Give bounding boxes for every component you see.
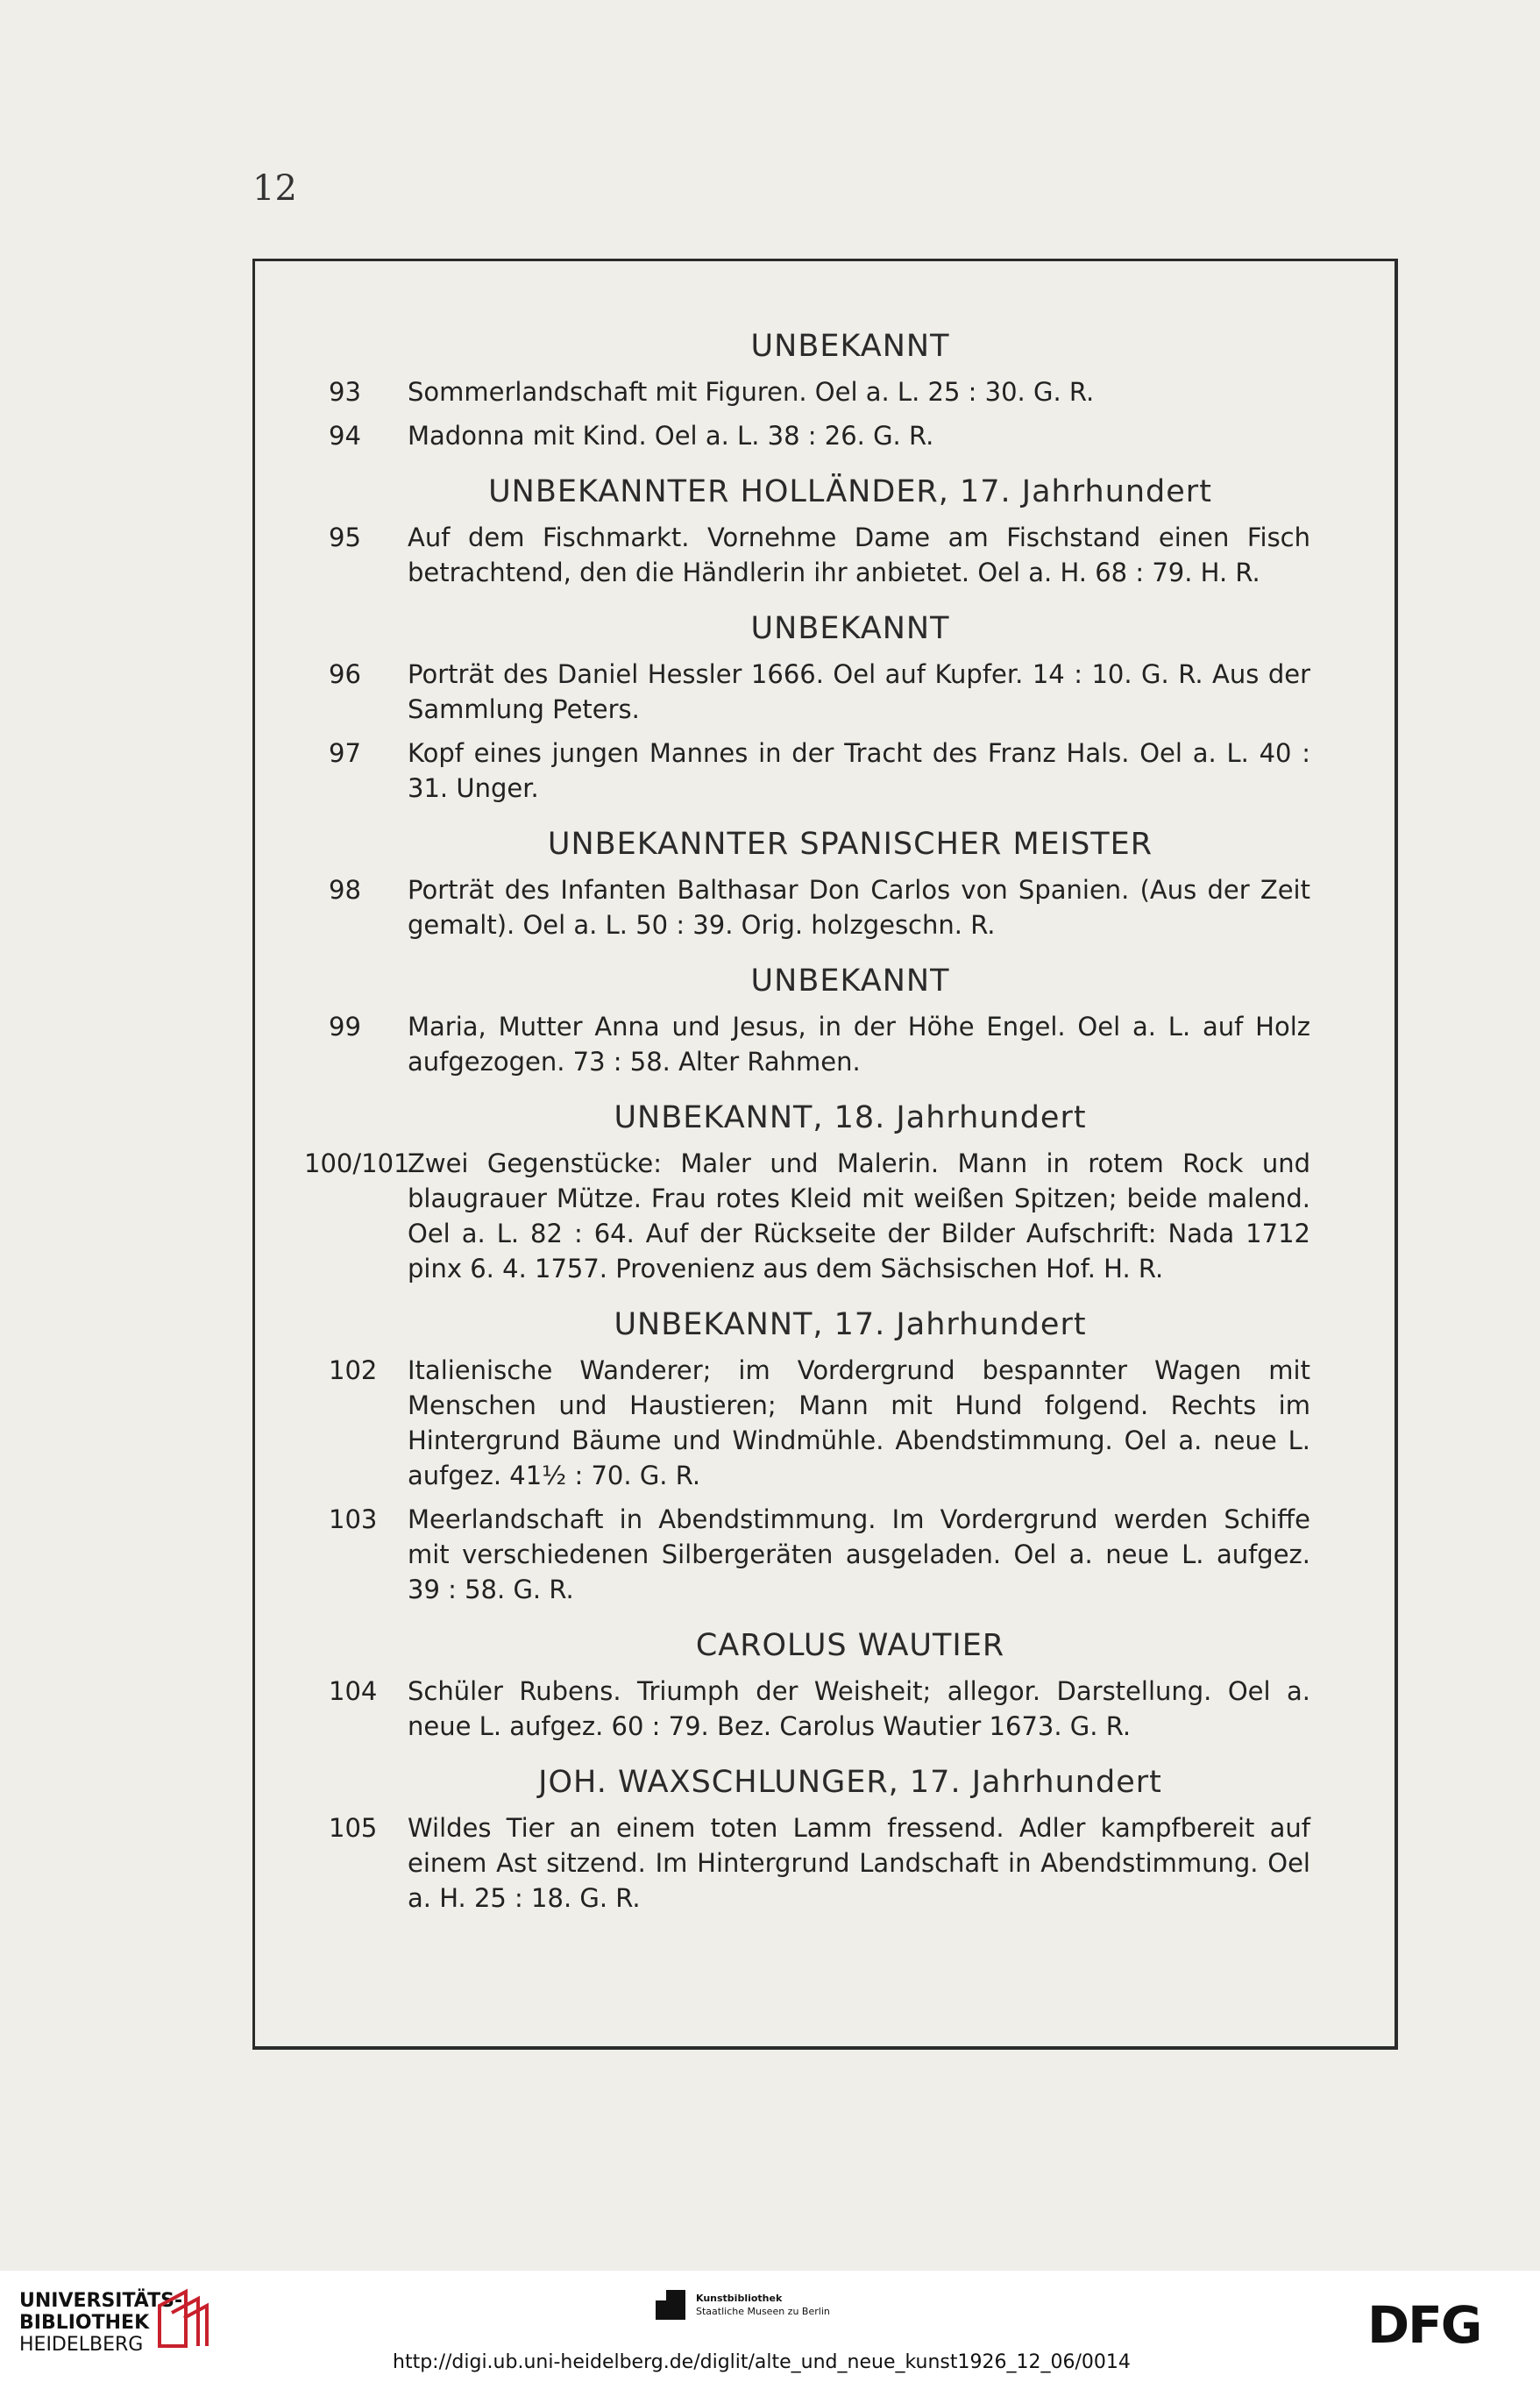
section-heading: CAROLUS WAUTIER: [695, 1628, 1005, 1663]
catalog-section: [329, 827, 1310, 942]
catalog-entry: [329, 1502, 1310, 1607]
kunstbibliothek-mark-icon: [656, 2290, 685, 2320]
entry-number: 100/101: [304, 1148, 410, 1178]
footer: [0, 2271, 1540, 2382]
section-heading: JOH. WAXSCHLUNGER, 17. Jahrhundert: [538, 1765, 1162, 1800]
page-number: 12: [252, 168, 297, 209]
library-line-3: HEIDELBERG: [19, 2334, 144, 2356]
catalog-entry: [329, 872, 1310, 942]
entry-number: 98: [329, 875, 361, 905]
catalog-section: [329, 329, 1310, 453]
entry-description: Schüler Rubens. Triumph der Weisheit; allegor. Darstellung. Oel a. neue L. aufgez. 60 : 79. Bez. Carolus Wautier 1673. G. R.: [408, 1676, 1310, 1741]
catalog-entry: [329, 1810, 1310, 1916]
catalog-entry: [329, 374, 1310, 409]
catalog-entry: [329, 418, 1310, 453]
entry-description: Auf dem Fischmarkt. Vornehme Dame am Fischstand einen Fisch betrachtend, den die Händlerin ihr anbietet. Oel a. H. 68 : 79. H. R.: [408, 523, 1310, 587]
source-url-link[interactable]: http://digi.ub.uni-heidelberg.de/diglit/alte_und_neue_kunst1926_12_06/0014: [393, 2351, 1131, 2373]
entry-number: 93: [329, 377, 361, 407]
section-heading: UNBEKANNT: [750, 963, 950, 999]
entry-description: Sommerlandschaft mit Figuren. Oel a. L. 25 : 30. G. R.: [408, 377, 1095, 407]
catalog-section: [329, 1765, 1310, 1916]
catalog-section: [329, 474, 1310, 590]
entry-description: Porträt des Infanten Balthasar Don Carlos von Spanien. (Aus der Zeit gemalt). Oel a. L. 50 : 39. Orig. holzgeschn. R.: [408, 875, 1310, 940]
catalog-section: [329, 1307, 1310, 1607]
catalog-entry: [329, 1674, 1310, 1744]
entry-description: Kopf eines jungen Mannes in der Tracht des Franz Hals. Oel a. L. 40 : 31. Unger.: [408, 738, 1310, 803]
entry-description: Wildes Tier an einem toten Lamm fressend. Adler kampfbereit auf einem Ast sitzend. Im Hintergrund Landschaft in Abendstimmung. Oel a. H. 25 : 18. G. R.: [408, 1813, 1310, 1913]
ub-logo-mark-icon: [156, 2288, 210, 2350]
catalog-entry: [329, 520, 1310, 590]
entry-description: Zwei Gegenstücke: Maler und Malerin. Mann in rotem Rock und blaugrauer Mütze. Frau rotes Kleid mit weißen Spitzen; beide malend. Oel a. L. 82 : 64. Auf der Rückseite der Bilder Aufschrift: Nada 1712 pinx 6. 4. 1757. Provenienz aus dem Sächsischen Hof. H. R.: [408, 1148, 1310, 1283]
section-heading: UNBEKANNT: [750, 329, 950, 364]
entry-number: 97: [329, 738, 361, 768]
entry-number: 94: [329, 421, 361, 451]
section-heading: UNBEKANNT, 18. Jahrhundert: [614, 1100, 1087, 1135]
dfg-logo[interactable]: DFG: [1367, 2295, 1481, 2355]
catalog-entry: [304, 1146, 1310, 1286]
entry-description: Porträt des Daniel Hessler 1666. Oel auf Kupfer. 14 : 10. G. R. Aus der Sammlung Peters.: [408, 659, 1310, 724]
entry-description: Italienische Wanderer; im Vordergrund bespannter Wagen mit Menschen und Haustieren; Mann mit Hund folgend. Rechts im Hintergrund Bäume und Windmühle. Abendstimmung. Oel a. neue L. aufgez. 41½ : 70. G. R.: [408, 1355, 1310, 1490]
catalog-section: [329, 963, 1310, 1079]
entry-number: 103: [329, 1504, 378, 1534]
entry-number: 105: [329, 1813, 378, 1843]
entry-number: 102: [329, 1355, 378, 1385]
entry-number: 99: [329, 1012, 361, 1042]
library-line-2: BIBLIOTHEK: [19, 2312, 150, 2334]
entry-description: Madonna mit Kind. Oel a. L. 38 : 26. G. R.: [408, 421, 934, 451]
section-heading: UNBEKANNTER SPANISCHER MEISTER: [547, 827, 1153, 862]
catalog-section: [329, 1628, 1310, 1744]
entry-number: 95: [329, 523, 361, 552]
catalog-list: [304, 329, 1310, 1937]
catalog-entry: [329, 657, 1310, 727]
library-line-1: UNIVERSITÄTS-: [19, 2290, 183, 2312]
entry-number: 96: [329, 659, 361, 689]
section-heading: UNBEKANNT: [750, 611, 950, 646]
entry-description: Maria, Mutter Anna und Jesus, in der Höhe Engel. Oel a. L. auf Holz aufgezogen. 73 : 58. Alter Rahmen.: [408, 1012, 1310, 1077]
catalog-entry: [329, 1353, 1310, 1493]
entry-description: Meerlandschaft in Abendstimmung. Im Vordergrund werden Schiffe mit verschiedenen Silbergeräten ausgeladen. Oel a. neue L. aufgez. 39 : 58. G. R.: [408, 1504, 1310, 1604]
kunstbibliothek-line-1: Kunstbibliothek: [696, 2293, 783, 2304]
catalog-entry: [329, 736, 1310, 806]
catalog-entry: [329, 1009, 1310, 1079]
catalog-section: [304, 1100, 1310, 1286]
kunstbibliothek-line-2: Staatliche Museen zu Berlin: [696, 2306, 830, 2317]
section-heading: UNBEKANNT, 17. Jahrhundert: [614, 1307, 1087, 1342]
entry-number: 104: [329, 1676, 378, 1706]
kunstbibliothek-logo[interactable]: [656, 2290, 830, 2320]
catalog-section: [329, 611, 1310, 806]
section-heading: UNBEKANNTER HOLLÄNDER, 17. Jahrhundert: [488, 474, 1212, 509]
